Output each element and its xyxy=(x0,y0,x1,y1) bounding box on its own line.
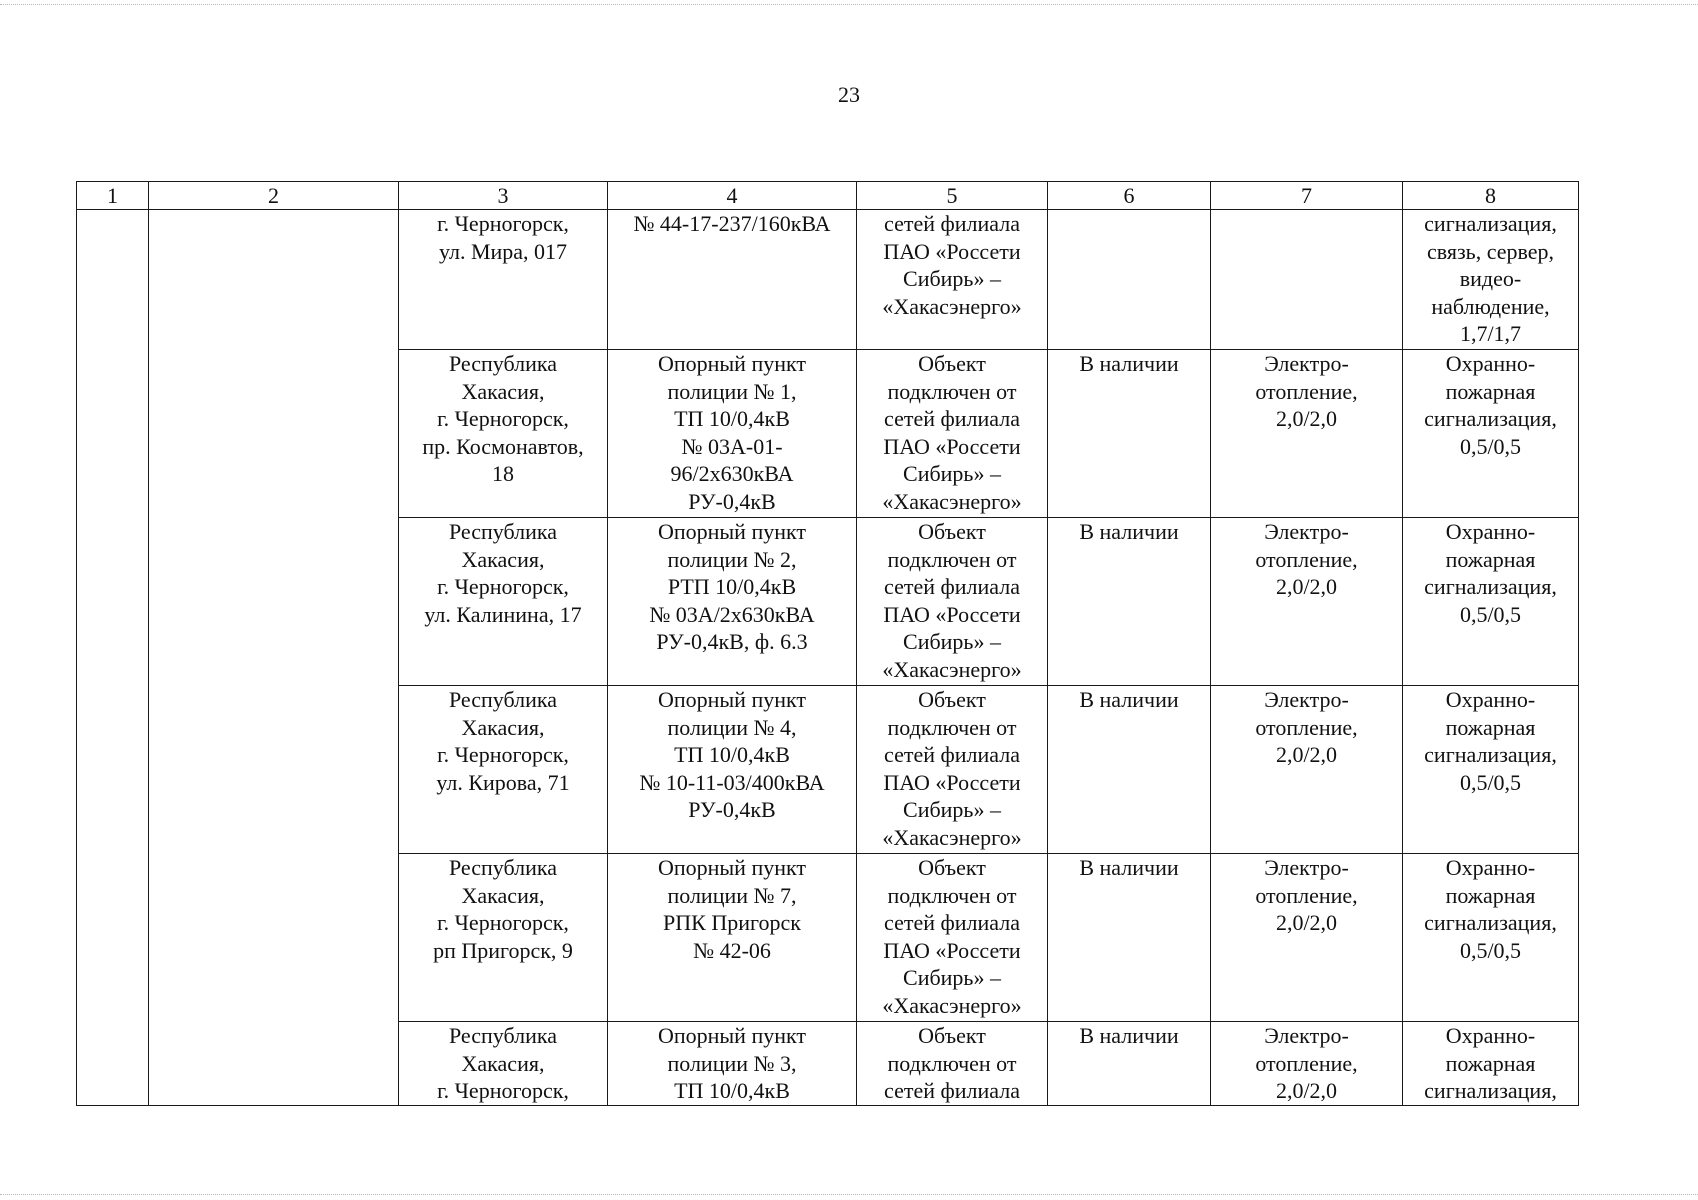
address-cell: Республика Хакасия, г. Черногорск, пр. Космонавтов, 18 xyxy=(399,350,608,518)
availability-cell: В наличии xyxy=(1048,1022,1211,1106)
availability-cell: В наличии xyxy=(1048,350,1211,518)
availability-cell: В наличии xyxy=(1048,686,1211,854)
connection-cell: Объект подключен от сетей филиала ПАО «Россети Сибирь» – «Хакасэнерго» xyxy=(857,518,1048,686)
address-cell: Республика Хакасия, г. Черногорск, ул. Кирова, 71 xyxy=(399,686,608,854)
table-body xyxy=(77,210,1579,1106)
substation-cell: Опорный пункт полиции № 1, ТП 10/0,4кВ № 03А-01- 96/2х630кВА РУ-0,4кВ xyxy=(608,350,857,518)
address-cell: Республика Хакасия, г. Черногорск, рп Пригорск, 9 xyxy=(399,854,608,1022)
table-row xyxy=(77,210,1579,350)
alarm-cell: Охранно- пожарная сигнализация, 0,5/0,5 xyxy=(1403,854,1579,1022)
address-cell: г. Черногорск, ул. Мира, 017 xyxy=(399,210,608,350)
merged-cell-col1 xyxy=(77,210,149,1106)
substation-cell: Опорный пункт полиции № 3, ТП 10/0,4кВ xyxy=(608,1022,857,1106)
address-cell: Республика Хакасия, г. Черногорск, ул. Калинина, 17 xyxy=(399,518,608,686)
heating-cell xyxy=(1211,210,1403,350)
connection-cell: Объект подключен от сетей филиала ПАО «Россети Сибирь» – «Хакасэнерго» xyxy=(857,854,1048,1022)
alarm-cell: Охранно- пожарная сигнализация, 0,5/0,5 xyxy=(1403,518,1579,686)
scan-edge-top xyxy=(0,4,1698,5)
address-cell: Республика Хакасия, г. Черногорск, xyxy=(399,1022,608,1106)
heating-cell: Электро- отопление, 2,0/2,0 xyxy=(1211,686,1403,854)
table-header xyxy=(77,182,1579,210)
alarm-cell: Охранно- пожарная сигнализация, 0,5/0,5 xyxy=(1403,350,1579,518)
substation-cell: Опорный пункт полиции № 2, РТП 10/0,4кВ № 03А/2х630кВА РУ-0,4кВ, ф. 6.3 xyxy=(608,518,857,686)
header-row xyxy=(77,182,1579,210)
connection-cell: Объект подключен от сетей филиала ПАО «Россети Сибирь» – «Хакасэнерго» xyxy=(857,350,1048,518)
column-header-3: 3 xyxy=(399,182,608,210)
column-header-2: 2 xyxy=(149,182,399,210)
heating-cell: Электро- отопление, 2,0/2,0 xyxy=(1211,518,1403,686)
availability-cell xyxy=(1048,210,1211,350)
substation-cell: № 44-17-237/160кВА xyxy=(608,210,857,350)
column-header-6: 6 xyxy=(1048,182,1211,210)
column-header-1: 1 xyxy=(77,182,149,210)
alarm-cell: Охранно- пожарная сигнализация, 0,5/0,5 xyxy=(1403,686,1579,854)
substation-cell: Опорный пункт полиции № 7, РПК Пригорск № 42-06 xyxy=(608,854,857,1022)
heating-cell: Электро- отопление, 2,0/2,0 xyxy=(1211,854,1403,1022)
connection-cell: сетей филиала ПАО «Россети Сибирь» – «Хакасэнерго» xyxy=(857,210,1048,350)
column-header-5: 5 xyxy=(857,182,1048,210)
page-number: 23 xyxy=(838,82,860,107)
alarm-cell: Охранно- пожарная сигнализация, xyxy=(1403,1022,1579,1106)
column-header-8: 8 xyxy=(1403,182,1579,210)
column-header-7: 7 xyxy=(1211,182,1403,210)
alarm-cell: сигнализация, связь, сервер, видео- наблюдение, 1,7/1,7 xyxy=(1403,210,1579,350)
merged-cell-col2 xyxy=(149,210,399,1106)
scan-edge-bottom xyxy=(0,1194,1698,1195)
availability-cell: В наличии xyxy=(1048,518,1211,686)
connection-cell: Объект подключен от сетей филиала ПАО «Россети Сибирь» – «Хакасэнерго» xyxy=(857,686,1048,854)
column-header-4: 4 xyxy=(608,182,857,210)
substation-cell: Опорный пункт полиции № 4, ТП 10/0,4кВ № 10-11-03/400кВА РУ-0,4кВ xyxy=(608,686,857,854)
availability-cell: В наличии xyxy=(1048,854,1211,1022)
connection-cell: Объект подключен от сетей филиала xyxy=(857,1022,1048,1106)
data-table xyxy=(76,181,1579,1106)
heating-cell: Электро- отопление, 2,0/2,0 xyxy=(1211,1022,1403,1106)
heating-cell: Электро- отопление, 2,0/2,0 xyxy=(1211,350,1403,518)
